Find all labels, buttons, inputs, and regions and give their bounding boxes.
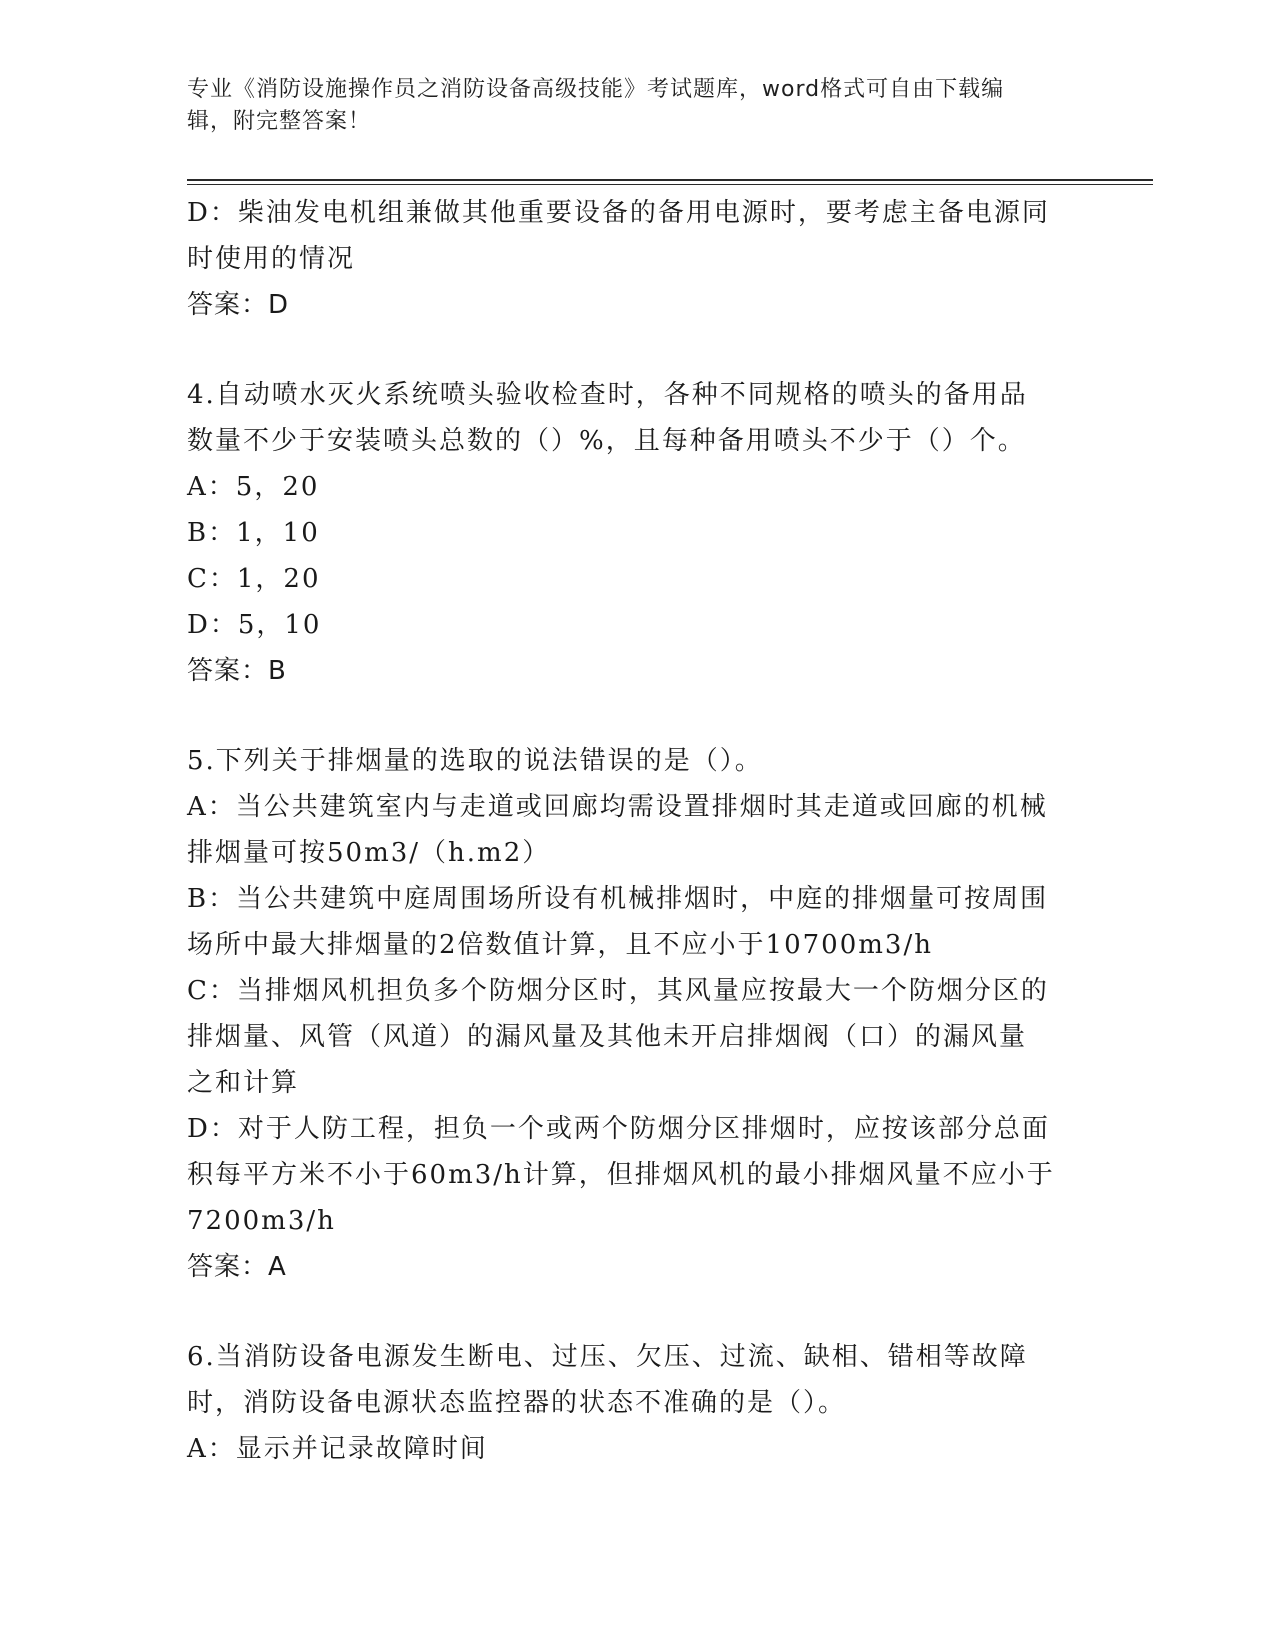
document-body [187, 190, 1067, 1472]
option-d-line: D：柴油发电机组兼做其他重要设备的备用电源时，要考虑主备电源同 [187, 198, 1050, 228]
question-6 [187, 1334, 1067, 1472]
option-d-line: 7200m3/h [187, 1206, 336, 1236]
question-gap [187, 328, 1067, 372]
option-b-line: B：1，10 [187, 518, 320, 548]
question-4 [187, 372, 1067, 694]
question-gap [187, 1290, 1067, 1334]
document-header [187, 74, 1067, 138]
option-c-line: C：1，20 [187, 564, 321, 594]
question-3-tail [187, 190, 1067, 328]
answer-line: 答案：D [187, 290, 290, 320]
question-stem-line: 时，消防设备电源状态监控器的状态不准确的是（）。 [187, 1388, 847, 1418]
option-d-line: 时使用的情况 [187, 244, 356, 274]
option-a-line: 排烟量可按50m3/（h.m2） [187, 838, 551, 868]
header-line-1: 专业《消防设施操作员之消防设备高级技能》考试题库，word格式可自由下载编 [187, 77, 1005, 102]
option-d-line: D：5，10 [187, 610, 322, 640]
answer-line: 答案：B [187, 656, 287, 686]
option-c-line: 之和计算 [187, 1068, 300, 1098]
question-gap [187, 694, 1067, 738]
option-d-line: D：对于人防工程，担负一个或两个防烟分区排烟时，应按该部分总面 [187, 1114, 1050, 1144]
header-line-2: 辑，附完整答案！ [187, 109, 372, 134]
question-stem-line: 5.下列关于排烟量的选取的说法错误的是（）。 [187, 746, 763, 776]
header-rule-thick [187, 179, 1153, 181]
option-a-line: A：显示并记录故障时间 [187, 1434, 488, 1464]
question-stem-line: 6.当消防设备电源发生断电、过压、欠压、过流、缺相、错相等故障 [187, 1342, 1028, 1372]
option-c-line: 排烟量、风管（风道）的漏风量及其他未开启排烟阀（口）的漏风量 [187, 1022, 1028, 1052]
option-d-line: 积每平方米不小于60m3/h计算，但排烟风机的最小排烟风量不应小于 [187, 1160, 1055, 1190]
question-stem-line: 数量不少于安装喷头总数的（）%，且每种备用喷头不少于（）个。 [187, 426, 1026, 456]
option-c-line: C：当排烟风机担负多个防烟分区时，其风量应按最大一个防烟分区的 [187, 976, 1049, 1006]
answer-line: 答案：A [187, 1252, 287, 1282]
option-a-line: A：5，20 [187, 472, 320, 502]
question-stem-line: 4.自动喷水灭火系统喷头验收检查时，各种不同规格的喷头的备用品 [187, 380, 1028, 410]
question-5 [187, 738, 1067, 1290]
option-a-line: A：当公共建筑室内与走道或回廊均需设置排烟时其走道或回廊的机械 [187, 792, 1048, 822]
option-b-line: B：当公共建筑中庭周围场所设有机械排烟时，中庭的排烟量可按周围 [187, 884, 1049, 914]
header-rule-thin [187, 184, 1153, 185]
option-b-line: 场所中最大排烟量的2倍数值计算，且不应小于10700m3/h [187, 930, 933, 960]
